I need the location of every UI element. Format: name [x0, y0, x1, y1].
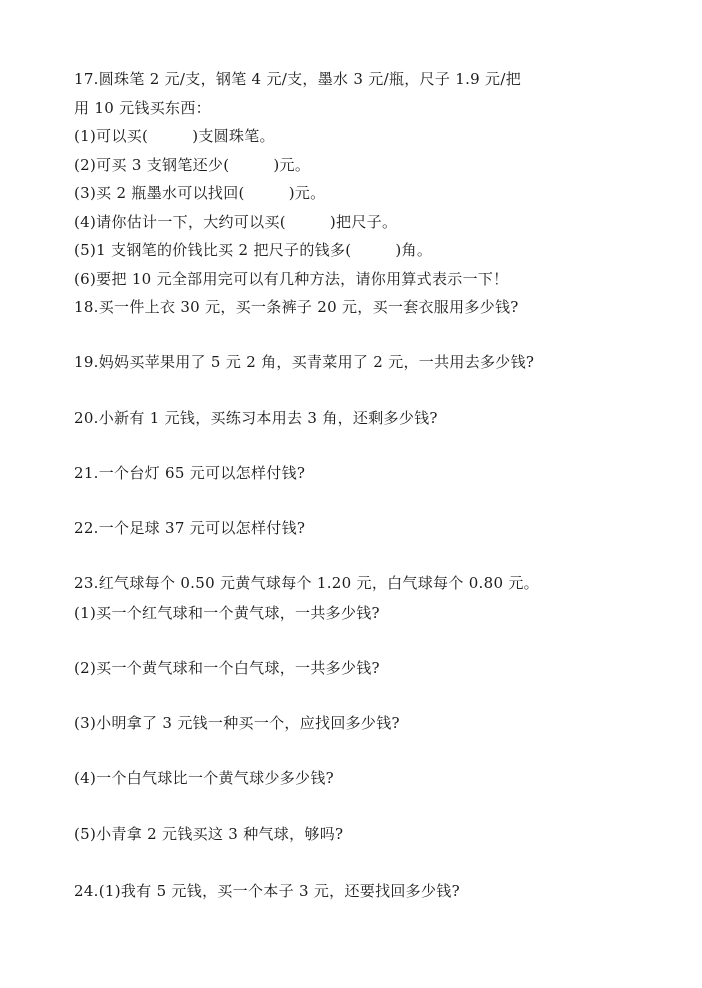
q23-sub1 [74, 603, 380, 623]
q23-sub3 [74, 713, 400, 733]
q17-sub4 [74, 212, 397, 232]
q17-sub2-prefix: (2)可买 3 支钢笔还少( [74, 156, 230, 174]
q23-stem-text: 23.红气球每个 0.50 元黄气球每个 1.20 元，白气球每个 0.80 元。 [74, 574, 539, 592]
q17-stem-cont [74, 98, 211, 118]
q19-text: 19.妈妈买苹果用了 5 元 2 角，买青菜用了 2 元，一共用去多少钱? [74, 353, 535, 371]
q17-sub2 [74, 155, 310, 175]
q17-sub4-prefix: (4)请你估计一下，大约可以买( [74, 213, 286, 231]
q23-sub5-text: (5)小青拿 2 元钱买这 3 种气球，够吗? [74, 825, 344, 843]
q17-sub3-prefix: (3)买 2 瓶墨水可以找回( [74, 184, 245, 202]
q23-sub5 [74, 824, 343, 844]
q17-sub5-suffix: )角。 [395, 241, 433, 259]
q24 [74, 881, 460, 901]
q17-sub5 [74, 240, 432, 260]
q17-sub5-prefix: (5)1 支钢笔的价钱比买 2 把尺子的钱多( [74, 241, 352, 259]
q17-sub4-suffix: )把尺子。 [329, 213, 398, 231]
q17-sub3 [74, 183, 325, 203]
q17-sub1-suffix: )支圆珠笔。 [192, 127, 275, 145]
q23-stem [74, 573, 539, 593]
q18 [74, 297, 519, 317]
q24-text: 24.(1)我有 5 元钱，买一个本子 3 元，还要找回多少钱? [74, 882, 460, 900]
q17-sub1 [74, 126, 275, 146]
q21-text: 21.一个台灯 65 元可以怎样付钱? [74, 464, 306, 482]
q23-sub4-text: (4)一个白气球比一个黄气球少多少钱? [74, 769, 334, 787]
q17-stem-cont-text: 用 10 元钱买东西： [74, 99, 211, 117]
q19 [74, 352, 534, 372]
q23-sub1-text: (1)买一个红气球和一个黄气球，一共多少钱? [74, 604, 380, 622]
q17-stem-text: 17.圆珠笔 2 元/支，钢笔 4 元/支，墨水 3 元/瓶，尺子 1.9 元/把 [74, 70, 522, 88]
q23-sub2-text: (2)买一个黄气球和一个白气球，一共多少钱? [74, 659, 380, 677]
q17-sub6-text: (6)要把 10 元全部用完可以有几种方法，请你用算式表示一下！ [74, 270, 509, 288]
q21 [74, 463, 305, 483]
q17-sub1-prefix: (1)可以买( [74, 127, 149, 145]
q23-sub4 [74, 768, 334, 788]
q18-text: 18.买一件上衣 30 元，买一条裤子 20 元，买一套衣服用多少钱? [74, 298, 519, 316]
q17-sub2-suffix: )元。 [273, 156, 311, 174]
q20-text: 20.小新有 1 元钱，买练习本用去 3 角，还剩多少钱? [74, 409, 438, 427]
q22 [74, 518, 305, 538]
q17-sub3-suffix: )元。 [288, 184, 326, 202]
q17-sub6 [74, 269, 508, 289]
q22-text: 22.一个足球 37 元可以怎样付钱? [74, 519, 306, 537]
q23-sub2 [74, 658, 380, 678]
q23-sub3-text: (3)小明拿了 3 元钱一种买一个，应找回多少钱? [74, 714, 400, 732]
q20 [74, 408, 438, 428]
q17-stem [74, 69, 521, 89]
